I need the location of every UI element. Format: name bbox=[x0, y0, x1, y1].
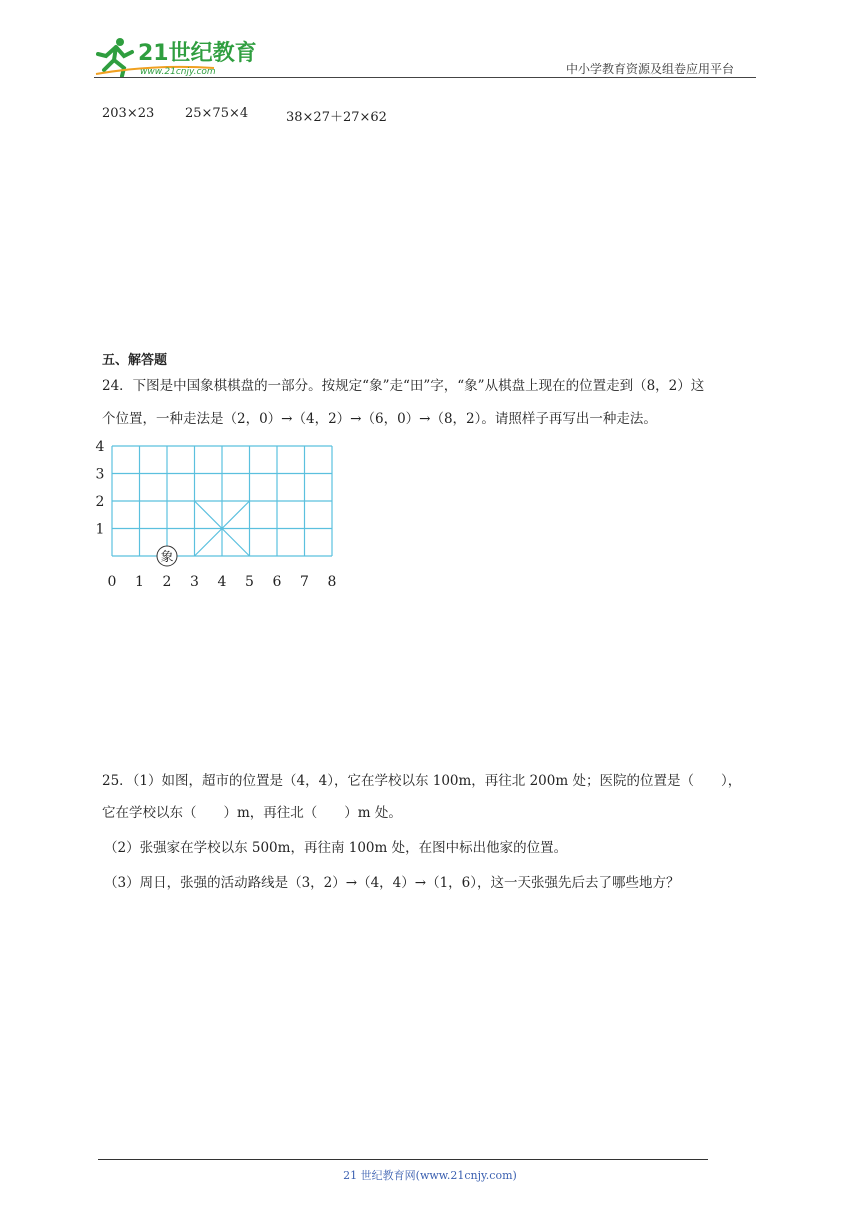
footer-divider bbox=[98, 1159, 708, 1160]
q25-text-line-4: （3）周日，张强的活动路线是（3，2）→（4，4）→（1，6），这一天张强先后去了哪些地方？ bbox=[104, 875, 680, 891]
section-title: 五、解答题 bbox=[102, 353, 168, 368]
y-tick-label: 4 bbox=[95, 439, 105, 455]
chess-board bbox=[90, 436, 350, 596]
q25-text-line-2: 它在学校以东（ ）m，再往北（ ）m 处。 bbox=[102, 805, 402, 821]
platform-name: 中小学教育资源及组卷应用平台 bbox=[566, 62, 735, 76]
runner-logo-icon bbox=[94, 34, 264, 78]
y-tick-label: 1 bbox=[95, 521, 105, 538]
x-tick-label: 8 bbox=[327, 574, 337, 590]
x-tick-label: 4 bbox=[217, 574, 227, 590]
q24-text-line-2: 个位置，一种走法是（2，0）→（4，2）→（6，0）→（8，2）。请照样子再写出一种走法。 bbox=[102, 411, 657, 427]
expression-1: 203×23 bbox=[102, 106, 155, 121]
logo-url: www.21cnjy.com bbox=[140, 67, 216, 77]
x-tick-label: 5 bbox=[245, 574, 254, 590]
header-divider bbox=[94, 77, 756, 78]
piece-label: 象 bbox=[160, 550, 174, 565]
y-tick-label: 2 bbox=[95, 494, 105, 510]
site-logo bbox=[94, 34, 264, 78]
footer-text: 21 世纪教育网(www.21cnjy.com) bbox=[343, 1169, 517, 1182]
x-tick-label: 7 bbox=[300, 574, 309, 590]
chess-board-figure bbox=[90, 436, 350, 596]
expression-3: 38×27＋27×62 bbox=[286, 110, 387, 125]
expression-2: 25×75×4 bbox=[185, 106, 249, 121]
q25-text-line-3: （2）张强家在学校以东 500m，再往南 100m 处，在图中标出他家的位置。 bbox=[104, 840, 568, 856]
x-tick-label: 3 bbox=[190, 574, 199, 590]
x-axis-labels bbox=[108, 574, 337, 590]
logo-text: 21世纪教育 bbox=[138, 41, 257, 66]
x-tick-label: 2 bbox=[162, 574, 172, 590]
board-grid bbox=[112, 446, 332, 556]
x-tick-label: 0 bbox=[107, 574, 117, 590]
x-tick-label: 1 bbox=[135, 574, 144, 590]
y-tick-label: 3 bbox=[95, 466, 105, 483]
q25-text-line-1: 25．（1）如图，超市的位置是（4，4），它在学校以东 100m，再往北 200m 处；医院的位置是（ ）， bbox=[102, 773, 742, 789]
x-tick-label: 6 bbox=[272, 574, 282, 590]
y-axis-labels bbox=[96, 439, 105, 538]
q24-text-line-1: 24．下图是中国象棋棋盘的一部分。按规定“象”走“田”字，“象”从棋盘上现在的位置走到（8，2）这 bbox=[102, 378, 705, 394]
elephant-piece bbox=[157, 546, 177, 566]
